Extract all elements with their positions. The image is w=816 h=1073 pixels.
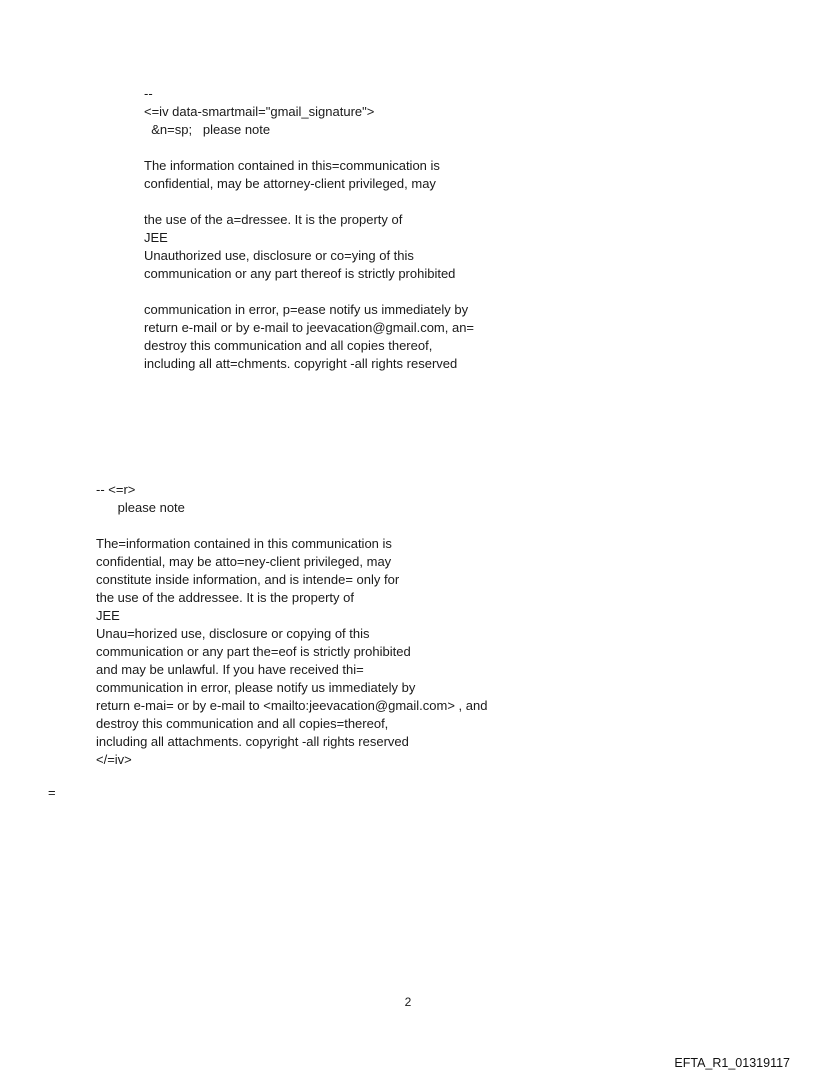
signature-line: return e-mai= or by e-mail to <mailto:jeevacation@gmail.com> , and <box>96 698 488 713</box>
signature-line: communication in error, please notify us immediately by <box>96 680 416 695</box>
second-signature-block <box>96 481 487 769</box>
signature-line: and may be unlawful. If you have received thi= <box>96 662 364 677</box>
signature-line: communication or any part the=eof is strictly prohibited <box>96 644 411 659</box>
signature-line: constitute inside information, and is intende= only for <box>96 572 400 587</box>
stray-equals-sign: = <box>48 785 56 800</box>
blank-line <box>144 193 474 211</box>
signature-line: Unau=horized use, disclosure or copying of this <box>96 626 370 641</box>
signature-line: </=iv> <box>96 752 132 767</box>
blank-line <box>96 517 487 535</box>
signature-line: please note <box>96 500 185 515</box>
signature-line: the use of the addressee. It is the property of <box>96 590 354 605</box>
signature-line: Unauthorized use, disclosure or co=ying of this <box>144 248 414 263</box>
signature-line: JEE <box>144 230 168 245</box>
signature-line: communication in error, p=ease notify us immediately by <box>144 302 469 317</box>
signature-line: <=iv data-smartmail="gmail_signature"> <box>144 104 375 119</box>
first-signature-block <box>144 85 474 373</box>
bates-number: EFTA_R1_01319117 <box>674 1056 790 1070</box>
signature-line: return e-mail or by e-mail to jeevacation@gmail.com, an= <box>144 320 475 335</box>
signature-line: including all attachments. copyright -all rights reserved <box>96 734 409 749</box>
signature-line: &n=sp; please note <box>144 122 271 137</box>
signature-line: -- <=r> <box>96 482 136 497</box>
signature-line: JEE <box>96 608 120 623</box>
signature-line: confidential, may be attorney-client privileged, may <box>144 176 436 191</box>
blank-line <box>144 283 474 301</box>
signature-line: the use of the a=dressee. It is the property of <box>144 212 403 227</box>
signature-line: destroy this communication and all copies=thereof, <box>96 716 389 731</box>
signature-line: The information contained in this=communication is <box>144 158 440 173</box>
signature-line: confidential, may be atto=ney-client privileged, may <box>96 554 392 569</box>
signature-line: including all att=chments. copyright -all rights reserved <box>144 356 458 371</box>
signature-line: -- <box>144 86 153 101</box>
page-number: 2 <box>404 995 412 1009</box>
blank-line <box>144 139 474 157</box>
signature-line: communication or any part thereof is strictly prohibited <box>144 266 456 281</box>
signature-line: destroy this communication and all copies thereof, <box>144 338 433 353</box>
signature-line: The=information contained in this communication is <box>96 536 392 551</box>
